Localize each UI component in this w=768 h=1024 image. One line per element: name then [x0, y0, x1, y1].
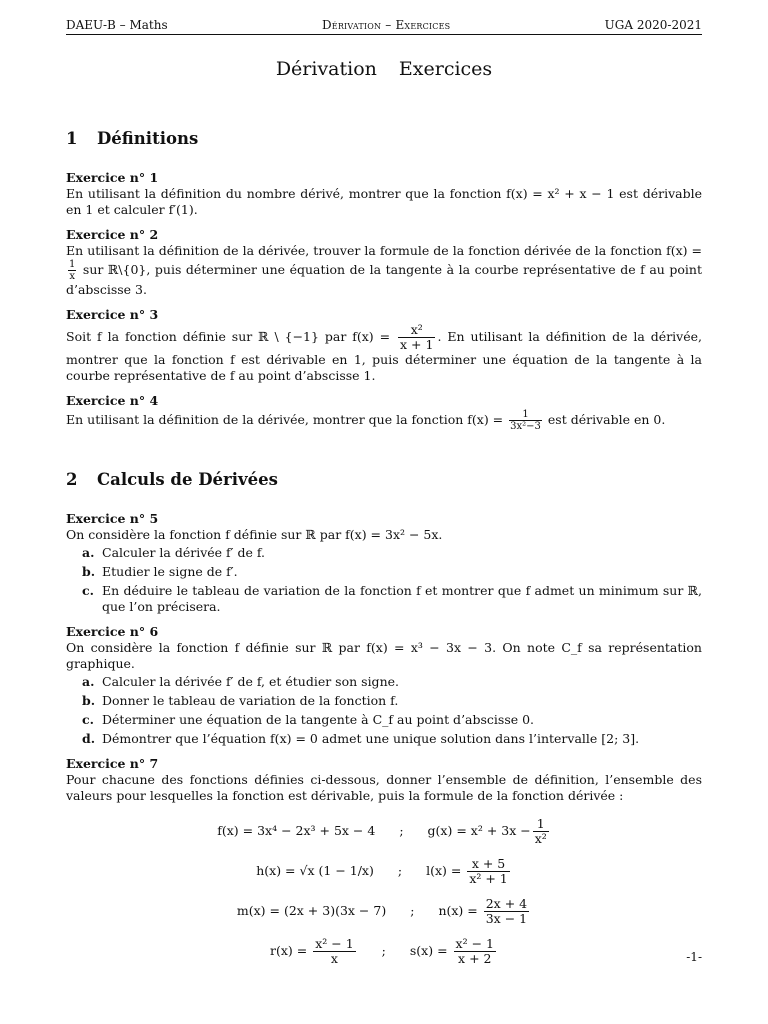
equation-row: f(x) = 3x⁴ − 2x³ + 5x − 4 ; g(x) = x² + 3x − $\frac{1}{\text{x²}}$ — [217, 815, 547, 846]
list-item: c. Déterminer une équation de la tangente à C_f au point d’abscisse 0. — [82, 712, 535, 727]
document-content — [66, 128, 702, 976]
exercise-7 — [66, 756, 702, 966]
section-definitions — [66, 128, 702, 432]
document-title — [0, 56, 768, 82]
section-heading: 1 Définitions — [66, 129, 199, 148]
fraction: $\frac{1}{\text{3x²−3}}$ — [510, 409, 541, 432]
exercise-text: On considère la fonction f définie sur ℝ par f(x) = 3x² − 5x. — [66, 527, 443, 542]
exercise-title: Exercice n° 5 — [66, 511, 159, 526]
fraction: $\frac{1}{x}$ — [69, 259, 76, 282]
exercise-title: Exercice n° 1 — [66, 170, 159, 185]
title-main: Dérivation — [275, 58, 377, 80]
exercise-title: Exercice n° 4 — [66, 393, 159, 408]
exercise-text: Pour chacune des fonctions définies ci-dessous, donner l’ensemble de définition, l’ensemble des valeurs pour lesquelles la fonction est dérivable, puis la formule de la fonction dérivée : — [66, 772, 702, 803]
exercise-5 — [66, 511, 702, 615]
header-center: Dérivation – Exercices — [321, 18, 451, 32]
page-number: -1- — [686, 950, 702, 964]
exercise-text: Soit f la fonction définie sur ℝ \ {−1} par f(x) = $\frac{\text{x²}}{x + 1}$ . En utilisant la définition de la dérivée, montrer que la fonction f est dérivable en 1, puis déterminer une équation de la tangente à la courbe représentative de f au point d’abscisse 1. — [66, 322, 702, 383]
exercise-title: Exercice n° 7 — [66, 756, 159, 771]
exercise-title: Exercice n° 3 — [66, 307, 159, 322]
list-item: b. Etudier le signe de f′. — [82, 564, 238, 579]
equation-block — [66, 816, 702, 966]
exercise-text: En utilisant la définition du nombre dérivé, montrer que la fonction f(x) = x² + x − 1 est dérivable en 1 et calculer f′(1). — [66, 186, 702, 217]
list-item: a. Calculer la dérivée f′ de f, et étudier son signe. — [82, 674, 399, 689]
equation-row: h(x) = √x (1 − 1/x) ; l(x) = $\frac{x + 5}{\text{x² + 1}}$ — [256, 855, 508, 886]
equation-row: r(x) = $\frac{\text{x² − 1}}{x}$ ; s(x) = $\frac{\text{x² − 1}}{x + 2}$ — [270, 935, 494, 966]
item-list — [66, 674, 702, 747]
list-item: b. Donner le tableau de variation de la fonction f. — [82, 693, 399, 708]
header-left: DAEU-B – Maths — [66, 18, 168, 32]
exercise-text: En utilisant la définition de la dérivée, montrer que la fonction f(x) = $\frac{1}{\text{3x²−3}}$ est dérivable en 0. — [66, 409, 666, 432]
section-heading: 2 Calculs de Dérivées — [66, 470, 278, 489]
fraction: $\frac{\text{x²}}{x + 1}$ — [400, 322, 434, 352]
title-sub: Exercices — [398, 58, 493, 80]
list-item: d. Démontrer que l’équation f(x) = 0 admet une unique solution dans l’intervalle [2; 3]. — [82, 731, 640, 746]
exercise-6 — [66, 624, 702, 747]
page-header — [66, 16, 702, 35]
exercise-text: On considère la fonction f définie sur ℝ par f(x) = x³ − 3x − 3. On note C_f sa représentation graphique. — [66, 640, 702, 671]
equation-row: m(x) = (2x + 3)(3x − 7) ; n(x) = $\frac{2x + 4}{3x - 1}$ — [236, 895, 528, 926]
list-item: c. En déduire le tableau de variation de la fonction f et montrer que f admet un minimum sur ℝ, que l’on précisera. — [82, 583, 702, 614]
header-right: UGA 2020-2021 — [604, 18, 702, 32]
exercise-2 — [66, 227, 702, 298]
list-item: a. Calculer la dérivée f′ de f. — [82, 545, 266, 560]
exercise-title: Exercice n° 2 — [66, 227, 159, 242]
exercise-4 — [66, 393, 702, 432]
exercise-title: Exercice n° 6 — [66, 624, 159, 639]
exercise-1 — [66, 170, 702, 218]
exercise-text: En utilisant la définition de la dérivée, trouver la formule de la fonction dérivée de la fonction f(x) = $\frac{1}{x}$ sur ℝ\{0}, puis déterminer une équation de la tangente à la courbe représentative de f au point d’abscisse 3. — [66, 243, 702, 297]
section-calculs — [66, 469, 702, 966]
item-list — [66, 545, 702, 615]
exercise-3 — [66, 307, 702, 384]
